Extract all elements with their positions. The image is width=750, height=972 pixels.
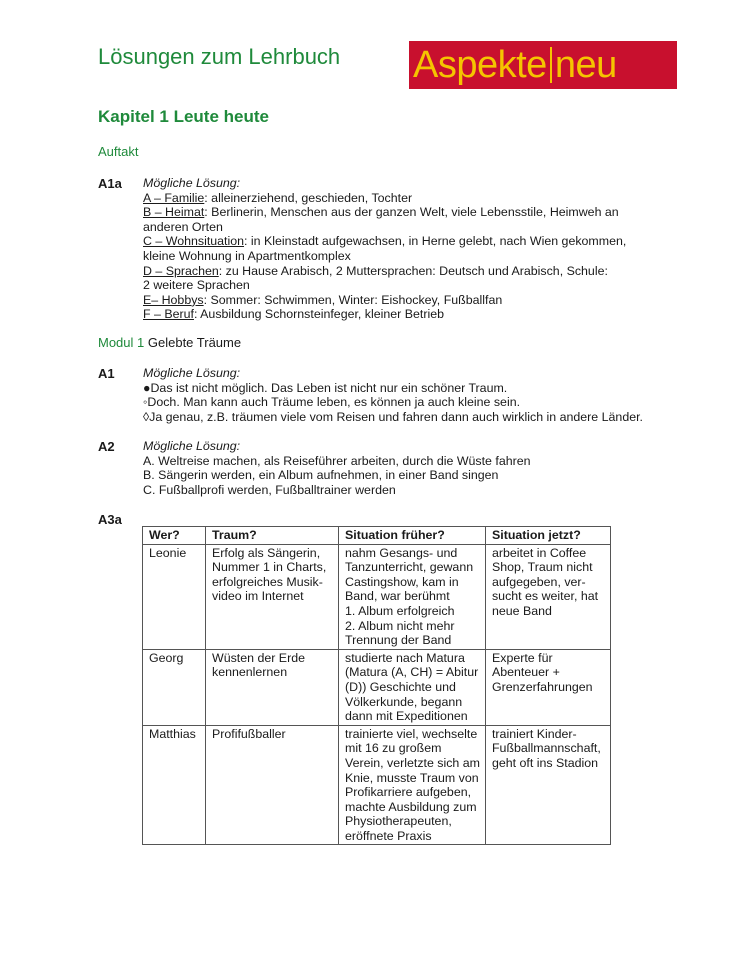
task-label-a3a: A3a [98,512,122,527]
task-label-a1: A1 [98,366,115,381]
logo-text-left: Aspekte [413,44,547,86]
cell-situation-jetzt: Experte für Abenteuer + Grenzerfahrungen [485,649,610,725]
cell-situation-frueher: studierte nach Matura (Matura (A, CH) = Abitur (D)) Geschichte und Völkerkunde, begann dann mit Expeditionen [339,649,486,725]
table-row [143,649,611,725]
a2-line: C. Fußballprofi werden, Fußballtrainer werden [143,482,396,497]
cell-wer: Matthias [143,725,206,845]
cell-traum: Wüsten der Erde kennenlernen [206,649,339,725]
table-row [143,544,611,649]
column-header-traum: Traum? [206,527,339,545]
a3a-table [142,526,611,845]
cell-situation-frueher: trainierte viel, wechselte mit 16 zu großem Verein, verletzte sich am Knie, musste Traum von Profikarriere aufgeben, machte Ausbildung zum Physiotherapeuten, eröffnete Praxis [339,725,486,845]
cell-traum: Profifußballer [206,725,339,845]
column-header-situation-jetzt: Situation jetzt? [485,527,610,545]
table-row [143,725,611,845]
logo-text-right: neu [554,44,617,86]
page-header-title: Lösungen zum Lehrbuch [98,44,341,69]
column-header-wer: Wer? [143,527,206,545]
logo-divider [550,47,552,83]
a1-heading: Mögliche Lösung: [143,366,241,380]
cell-situation-jetzt: arbeitet in Coffee Shop, Traum nicht aufgegeben, ver- sucht es weiter, hat neue Band [485,544,610,649]
a1a-item: F – Beruf: Ausbildung Schornsteinfeger, kleiner Betrieb [143,307,445,322]
a1a-item-continuation: kleine Wohnung in Apartmentkomplex [143,248,351,263]
task-label-a2: A2 [98,439,115,454]
cell-situation-jetzt: trainiert Kinder- Fußballmannschaft, geht oft ins Stadion [485,725,610,845]
cell-wer: Leonie [143,544,206,649]
a1a-item: E– Hobbys: Sommer: Schwimmen, Winter: Eishockey, Fußballfan [143,292,503,307]
column-header-situation-frueher: Situation früher? [339,527,486,545]
cell-traum: Erfolg als Sängerin, Nummer 1 in Charts, erfolgreiches Musik- video im Internet [206,544,339,649]
a1a-item: B – Heimat: Berlinerin, Menschen aus der ganzen Welt, viele Lebensstile, Heimweh an [143,205,619,220]
a2-answer-block [143,439,683,497]
a1a-item: D – Sprachen: zu Hause Arabisch, 2 Muttersprachen: Deutsch und Arabisch, Schule: [143,263,608,278]
a1-line: ●Das ist nicht möglich. Das Leben ist nicht nur ein schöner Traum. [143,380,508,395]
a1-answer-block [143,366,683,424]
table-header-row [143,527,611,545]
cell-situation-frueher: nahm Gesangs- und Tanzunterricht, gewann Castingshow, kam in Band, war berühmt 1. Album erfolgreich 2. Album nicht mehr Trennung der Band [339,544,486,649]
a1a-item-continuation: 2 weitere Sprachen [143,278,250,293]
task-label-a1a: A1a [98,176,122,191]
chapter-title: Kapitel 1 Leute heute [98,107,269,126]
a1a-item: C – Wohnsituation: in Kleinstadt aufgewachsen, in Herne gelebt, nach Wien gekommen, [143,234,627,249]
a1a-heading: Mögliche Lösung: [143,176,241,190]
section-auftakt: Auftakt [98,144,139,159]
aspekte-neu-logo [409,41,677,89]
a2-line: B. Sängerin werden, ein Album aufnehmen, in einer Band singen [143,468,499,483]
a1-line: ◊Ja genau, z.B. träumen viele vom Reisen und fahren dann auch wirklich in andere Länder. [143,409,643,424]
a2-line: A. Weltreise machen, als Reiseführer arbeiten, durch die Wüste fahren [143,453,531,468]
a1-line: ◦Doch. Man kann auch Träume leben, es können ja auch kleine sein. [143,395,521,410]
a1a-item: A – Familie: alleinerziehend, geschieden, Tochter [143,190,413,205]
a1a-item-continuation: anderen Orten [143,219,223,234]
cell-wer: Georg [143,649,206,725]
a2-heading: Mögliche Lösung: [143,439,241,453]
modul-heading: Modul 1 Gelebte Träume [98,335,242,350]
a1a-answer-block [143,176,683,322]
